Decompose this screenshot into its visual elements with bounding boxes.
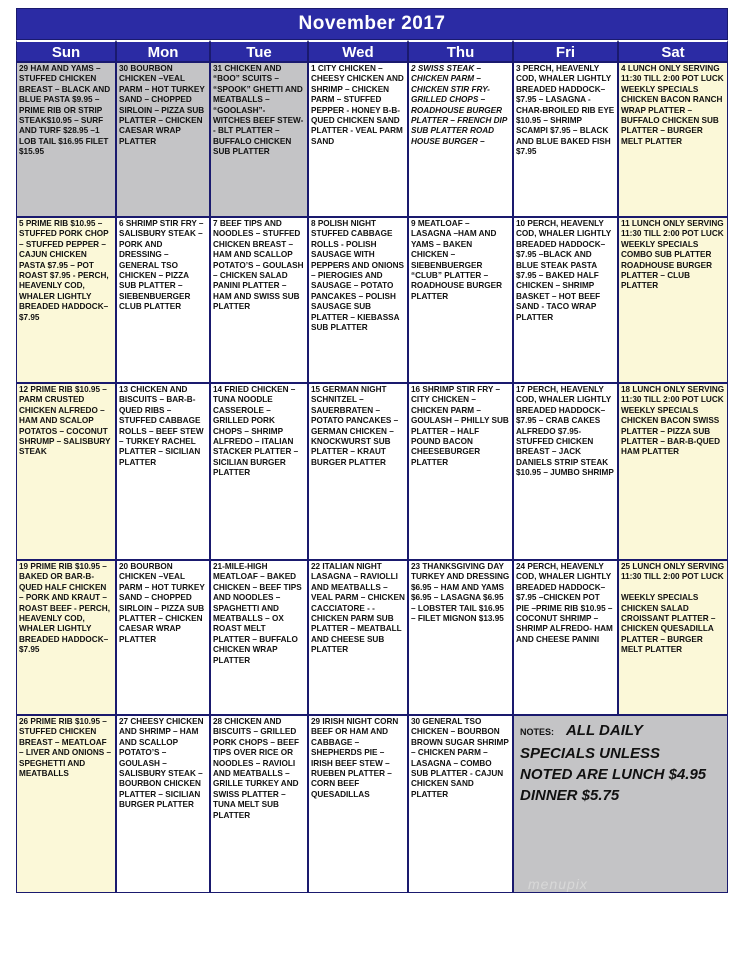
day-cell: 21-MILE-HIGH MEATLOAF – BAKED CHICKEN – BEEF TIPS AND NOODLES – SPAGHETTI AND MEATBALLS – OX ROAST MELT PLATTER – BUFFALO CHICKEN WRAP PLATTER xyxy=(210,560,308,715)
calendar xyxy=(16,8,728,893)
week-row xyxy=(16,62,728,217)
day-cell: 10 PERCH, HEAVENLY COD, WHALER LIGHTLY BREADED HADDOCK– $7.95 –BLACK AND BLUE STEAK PASTA $7.95 – BAKED HALF CHICKEN – SHRIMP BASKET – HOT BEEF SAND - TACO WRAP PLATTER xyxy=(513,217,618,383)
notes-label: NOTES: xyxy=(520,727,555,737)
day-cell: 30 BOURBON CHICKEN –VEAL PARM – HOT TURKEY SAND – CHOPPED SIRLOIN – PIZZA SUB PLATTER – CHICKEN CAESAR WRAP PLATTER xyxy=(116,62,210,217)
day-cell: 18 LUNCH ONLY SERVING 11:30 TILL 2:00 POT LUCK WEEKLY SPECIALS CHICKEN BACON SWISS PLATTER – PIZZA SUB PLATTER – BAR-B-QUED HAM PLATTER xyxy=(618,383,728,560)
notes-box xyxy=(513,715,728,893)
day-header-sun: Sun xyxy=(16,40,116,62)
day-header-sat: Sat xyxy=(618,40,728,62)
day-cell: 2 SWISS STEAK – CHICKEN PARM – CHICKEN STIR FRY- GRILLED CHOPS – ROADHOUSE BURGER PLATTER – FRENCH DIP SUB PLATTER ROAD HOUSE BURGER – xyxy=(408,62,513,217)
day-cell: 23 THANKSGIVING DAY TURKEY AND DRESSING $6.95 – HAM AND YAMS $6.95 – LASAGNA $6.95 – LOBSTER TAIL $16.95 – FILET MIGNON $13.95 xyxy=(408,560,513,715)
day-cell: 31 CHICKEN AND “BOO” SCUITS – “SPOOK” GHETTI AND MEATBALLS – “GOOLASH”- WITCHES BEEF STEW- - BLT PLATTER – BUFFALO CHICKEN SUB PLATTER xyxy=(210,62,308,217)
day-cell: 15 GERMAN NIGHT SCHNITZEL – SAUERBRATEN – POTATO PANCAKES – GERMAN CHICKEN – KNOCKWURST SUB PLATTER – KRAUT BURGER PLATTER xyxy=(308,383,408,560)
day-cell: 25 LUNCH ONLY SERVING 11:30 TILL 2:00 POT LUCK WEEKLY SPECIALS CHICKEN SALAD CROISSANT PLATTER – CHICKEN QUESADILLA PLATTER – BURGER MELT PLATTER xyxy=(618,560,728,715)
day-cell: 24 PERCH, HEAVENLY COD, WHALER LIGHTLY BREADED HADDOCK– $7.95 –CHICKEN POT PIE –PRIME RIB $10.95 – COCONUT SHRIMP – SHRIMP ALFREDO- HAM AND CHEESE PANINI xyxy=(513,560,618,715)
notes-line: SPECIALS UNLESS xyxy=(520,745,661,762)
day-cell: 20 BOURBON CHICKEN –VEAL PARM – HOT TURKEY SAND – CHOPPED SIRLOIN – PIZZA SUB PLATTER – CHICKEN CAESAR WRAP PLATTER xyxy=(116,560,210,715)
day-header-mon: Mon xyxy=(116,40,210,62)
notes-line: NOTED ARE LUNCH $4.95 xyxy=(520,766,707,783)
day-cell: 30 GENERAL TSO CHICKEN – BOURBON BROWN SUGAR SHRIMP – CHICKEN PARM – LASAGNA – COMBO SUB PLATTER - CAJUN CHICKEN SAND PLATTER xyxy=(408,715,513,893)
day-header-fri: Fri xyxy=(513,40,618,62)
day-cell: 16 SHRIMP STIR FRY – CITY CHICKEN – CHICKEN PARM – GOULASH – PHILLY SUB PLATTER – HALF POUND BACON CHEESEBURGER PLATTER xyxy=(408,383,513,560)
day-cell: 22 ITALIAN NIGHT LASAGNA – RAVIOLLI AND MEATBALLS – VEAL PARM – CHICKEN CACCIATORE - - CHICKEN PARM SUB PLATTER – MEATBALL AND CHEESE SUB PLATTER xyxy=(308,560,408,715)
watermark: menupix xyxy=(528,876,588,892)
day-cell: 5 PRIME RIB $10.95 – STUFFED PORK CHOP – STUFFED PEPPER – CAJUN CHICKEN PASTA $7.95 – POT ROAST $7.95 - PERCH, HEAVENLY COD, WHALER LIGHTLY BREADED HADDOCK– $7.95 xyxy=(16,217,116,383)
day-header-tue: Tue xyxy=(210,40,308,62)
day-header-thu: Thu xyxy=(408,40,513,62)
day-cell: 3 PERCH, HEAVENLY COD, WHALER LIGHTLY BREADED HADDOCK– $7.95 – LASAGNA - CHAR-BROILED RIB EYE $10.95 – SHRIMP SCAMPI $7.95 – BLACK AND BLUE BAKED FISH $7.95 xyxy=(513,62,618,217)
day-cell: 11 LUNCH ONLY SERVING 11:30 TILL 2:00 POT LUCK WEEKLY SPECIALS COMBO SUB PLATTER ROADHOUSE BURGER PLATTER – CLUB PLATTER xyxy=(618,217,728,383)
week-row xyxy=(16,560,728,715)
calendar-title: November 2017 xyxy=(16,8,728,40)
day-cell: 1 CITY CHICKEN – CHEESY CHICKEN AND SHRIMP – CHICKEN PARM – STUFFED PEPPER - HONEY B-B-QUED CHICKEN SAND PLATTER - VEAL PARM SAND xyxy=(308,62,408,217)
notes-line: DINNER $5.75 xyxy=(520,787,620,804)
day-cell: 29 IRISH NIGHT CORN BEEF OR HAM AND CABBAGE – SHEPHERDS PIE – IRISH BEEF STEW – RUEBEN PLATTER – CORN BEEF QUESADILLAS xyxy=(308,715,408,893)
day-cell: 17 PERCH, HEAVENLY COD, WHALER LIGHTLY BREADED HADDOCK– $7.95 – CRAB CAKES ALFREDO $7.95- STUFFED CHICKEN BREAST – JACK DANIELS STRIP STEAK $10.95 – JUMBO SHRIMP xyxy=(513,383,618,560)
day-cell: 12 PRIME RIB $10.95 – PARM CRUSTED CHICKEN ALFREDO – HAM AND SCALOP POTATOS – COCONUT SHRUMP – SALISBURY STEAK xyxy=(16,383,116,560)
day-cell: 19 PRIME RIB $10.95 – BAKED OR BAR-B-QUED HALF CHICKEN – PORK AND KRAUT – ROAST BEEF - PERCH, HEAVENLY COD, WHALER LIGHTLY BREADED HADDOCK– $7.95 xyxy=(16,560,116,715)
day-cell: 29 HAM AND YAMS – STUFFED CHICKEN BREAST – BLACK AND BLUE PASTA $9.95 – PRIME RIB OR STRIP STEAK$10.95 – SURF AND TURF $28.95 –1 LOB TAIL $16.95 FILET $15.95 xyxy=(16,62,116,217)
day-cell: 4 LUNCH ONLY SERVING 11:30 TILL 2:00 POT LUCK WEEKLY SPECIALS CHICKEN BACON RANCH WRAP PLATTER – BUFFALO CHICKEN SUB PLATTER – BURGER MELT PLATTER xyxy=(618,62,728,217)
notes-line: ALL DAILY xyxy=(565,722,643,739)
day-of-week-header xyxy=(16,40,728,62)
day-cell: 7 BEEF TIPS AND NOODLES – STUFFED CHICKEN BREAST – HAM AND SCALLOP POTATO’S – GOULASH – CHICKEN SALAD PANINI PLATTER – HAM AND SWISS SUB PLATTER xyxy=(210,217,308,383)
day-cell: 6 SHRIMP STIR FRY – SALISBURY STEAK – PORK AND DRESSING – GENERAL TSO CHICKEN – PIZZA SUB PLATTER – SIEBENBUERGER CLUB PLATTER xyxy=(116,217,210,383)
week-row xyxy=(16,383,728,560)
week-row xyxy=(16,217,728,383)
week-row xyxy=(16,715,728,893)
day-cell: 9 MEATLOAF – LASAGNA –HAM AND YAMS – BAKEN CHICKEN – SIEBENBUERGER “CLUB” PLATTER – ROADHOUSE BURGER PLATTER xyxy=(408,217,513,383)
day-cell: 13 CHICKEN AND BISCUITS – BAR-B-QUED RIBS – STUFFED CABBAGE ROLLS – BEEF STEW – TURKEY RACHEL PLATTER – SICILIAN PLATTER xyxy=(116,383,210,560)
day-cell: 26 PRIME RIB $10.95 – STUFFED CHICKEN BREAST – MEATLOAF – LIVER AND ONIONS – SPEGHETTI AND MEATBALLS xyxy=(16,715,116,893)
day-cell: 28 CHICKEN AND BISCUITS – GRILLED PORK CHOPS – BEEF TIPS OVER RICE OR NOODLES – RAVIOLI AND MEATBALLS – GRILLE TURKEY AND SWISS PLATTER – TUNA MELT SUB PLATTER xyxy=(210,715,308,893)
day-cell: 8 POLISH NIGHT STUFFED CABBAGE ROLLS - POLISH SAUSAGE WITH PEPPERS AND ONIONS – PIEROGIES AND SAUSAGE – POTATO PANCAKES – POLISH SAUSAGE SUB PLATTER – KIEBASSA SUB PLATTER xyxy=(308,217,408,383)
day-header-wed: Wed xyxy=(308,40,408,62)
day-cell: 14 FRIED CHICKEN – TUNA NOODLE CASSEROLE –GRILLED PORK CHOPS – SHRIMP ALFREDO – ITALIAN STACKER PLATTER – SICILIAN BURGER PLATTER xyxy=(210,383,308,560)
day-cell: 27 CHEESY CHICKEN AND SHRIMP – HAM AND SCALLOP POTATO’S – GOULASH – SALISBURY STEAK – BOURBON CHICKEN PLATTER – SICILIAN BURGER PLATTER xyxy=(116,715,210,893)
